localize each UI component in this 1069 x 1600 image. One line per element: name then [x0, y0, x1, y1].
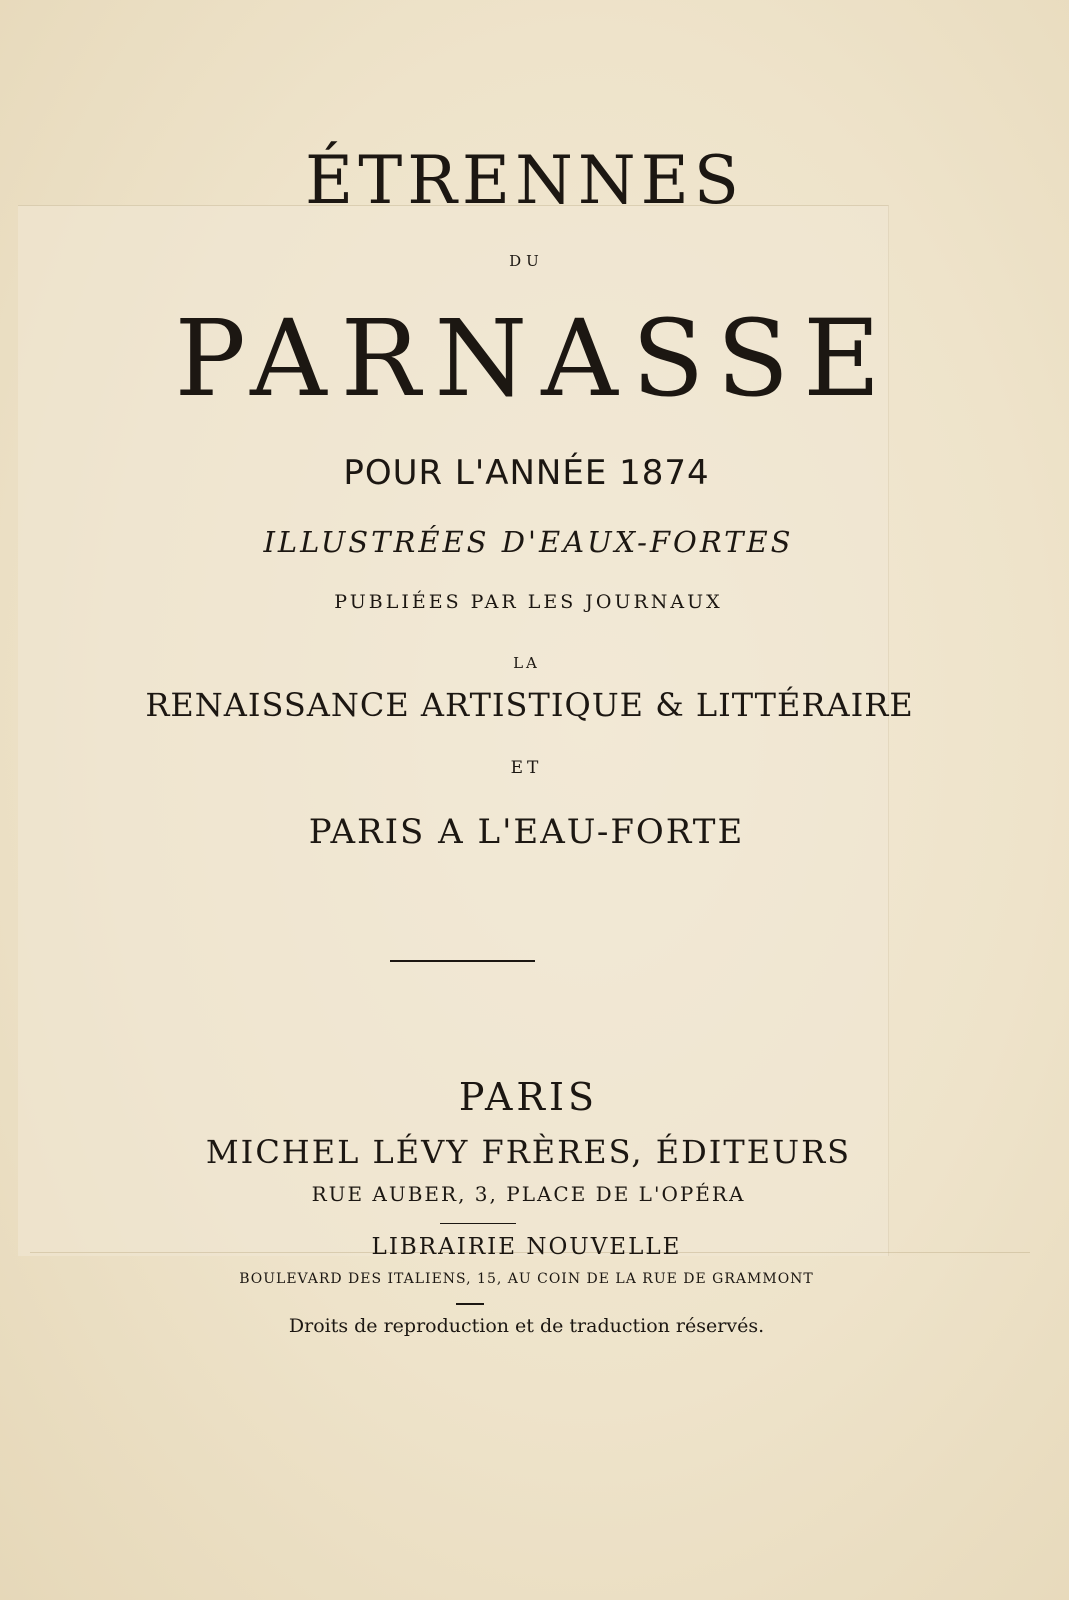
imprint-address-italiens: BOULEVARD DES ITALIENS, 15, AU COIN DE LA RUE DE GRAMMONT: [239, 1271, 814, 1287]
journal-renaissance: RENAISSANCE ARTISTIQUE & LITTÉRAIRE: [145, 686, 914, 724]
imprint-publisher: MICHEL LÉVY FRÈRES, ÉDITEURS: [205, 1133, 852, 1171]
illustrated-line: ILLUSTRÉES D'EAUX-FORTES: [263, 525, 794, 559]
journal-paris-eau-forte: PARIS A L'EAU-FORTE: [308, 812, 745, 852]
main-divider-rule: [390, 960, 535, 962]
connector-la: LA: [513, 654, 540, 672]
rights-notice: Droits de reproduction et de traduction réservés.: [288, 1315, 765, 1337]
imprint-address-auber: RUE AUBER, 3, PLACE DE L'OPÉRA: [311, 1182, 746, 1206]
imprint-city: PARIS: [458, 1075, 599, 1119]
connector-et: ET: [510, 758, 543, 778]
title-parnasse: PARNASSE: [174, 297, 895, 420]
year-line: POUR L'ANNÉE 1874: [343, 453, 710, 493]
imprint-bookshop: LIBRAIRIE NOUVELLE: [371, 1234, 682, 1260]
published-by-line: PUBLIÉES PAR LES JOURNAUX: [334, 591, 723, 613]
title-etrennes: ÉTRENNES: [305, 142, 744, 219]
connector-du: DU: [509, 252, 544, 270]
imprint-divider-rule: [440, 1223, 516, 1224]
rights-divider-rule: [456, 1303, 484, 1305]
